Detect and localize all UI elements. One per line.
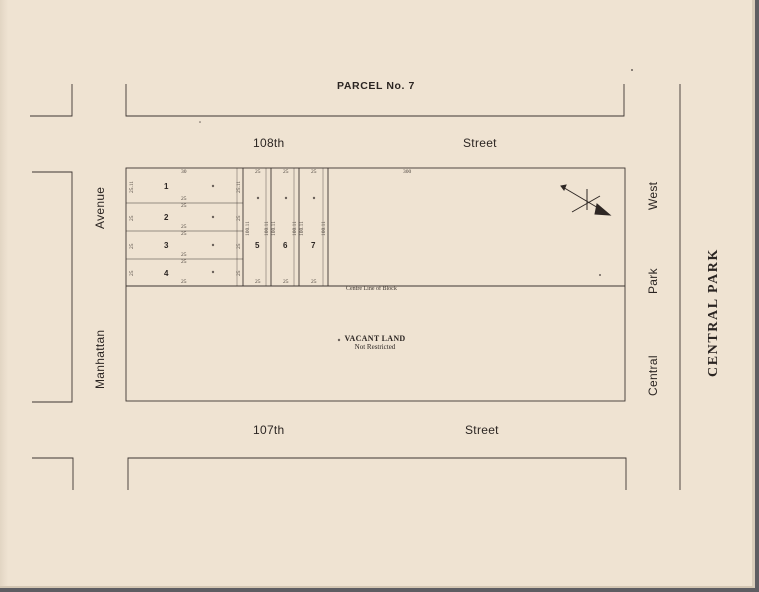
dim-depth-5: 100.11 xyxy=(299,221,305,236)
dim-row-5: 25 xyxy=(181,252,187,258)
dim-left-2: 25 xyxy=(129,215,135,221)
dim-top-25b: 25 xyxy=(283,169,289,175)
south-street-word: Street xyxy=(465,423,499,437)
central-park-label: CENTRAL PARK xyxy=(706,247,721,377)
lot-6: 6 xyxy=(283,241,288,250)
dim-row-6: 25 xyxy=(181,259,187,265)
dim-right-3: 25 xyxy=(236,243,242,249)
dim-depth-1: 100.11 xyxy=(245,221,251,236)
lot-4: 4 xyxy=(164,269,169,278)
curb-west xyxy=(32,172,72,402)
lot-1: 1 xyxy=(164,182,169,191)
dim-row-1: 25 xyxy=(181,196,187,202)
south-street-number: 107th xyxy=(253,423,285,437)
lot-7: 7 xyxy=(311,241,316,250)
lot-3: 3 xyxy=(164,241,169,250)
north-street-number: 108th xyxy=(253,136,285,150)
dim-bottom-25a: 25 xyxy=(255,279,261,285)
vacant-land-note xyxy=(300,334,450,351)
dim-right-4: 25 xyxy=(236,270,242,276)
lot-5: 5 xyxy=(255,241,260,250)
not-restricted-label: Not Restricted xyxy=(354,343,396,351)
dim-left-1: 25.11 xyxy=(129,180,135,193)
curb-south xyxy=(128,458,626,490)
dim-top-25c: 25 xyxy=(311,169,317,175)
dim-right-2: 25 xyxy=(236,215,242,221)
centre-line-label: Centre Line of Block xyxy=(346,286,397,292)
parcel-title: PARCEL No. 7 xyxy=(337,80,415,92)
lot-2: 2 xyxy=(164,213,169,222)
dim-row-3: 25 xyxy=(181,224,187,230)
west-avenue-word: Avenue xyxy=(93,186,107,229)
curb-sw xyxy=(32,458,73,490)
dim-bottom-25b: 25 xyxy=(283,279,289,285)
dim-row-7: 25 xyxy=(181,279,187,285)
dim-top-300: 300 xyxy=(403,169,412,175)
west-avenue-name: Manhattan xyxy=(93,329,107,389)
north-arrow-icon xyxy=(561,185,610,215)
dim-top-30: 30 xyxy=(181,169,187,175)
east-avenue-central: Central xyxy=(646,355,660,396)
dim-row-2: 25 xyxy=(181,203,187,209)
dim-depth-4: 100.11 xyxy=(292,221,298,236)
vacant-land-label: VACANT LAND xyxy=(344,334,406,343)
dim-depth-3: 100.11 xyxy=(271,221,277,236)
dim-top-25a: 25 xyxy=(255,169,261,175)
dim-depth-2: 100.11 xyxy=(264,221,270,236)
north-street-word: Street xyxy=(463,136,497,150)
east-avenue-west: West xyxy=(646,181,660,210)
dim-left-4: 25 xyxy=(129,270,135,276)
east-avenue-park: Park xyxy=(646,268,660,294)
dim-bottom-25c: 25 xyxy=(311,279,317,285)
dim-left-3: 25 xyxy=(129,243,135,249)
dim-depth-6: 100.11 xyxy=(321,221,327,236)
dim-row-4: 25 xyxy=(181,231,187,237)
dim-right-1: 25.11 xyxy=(236,180,242,193)
